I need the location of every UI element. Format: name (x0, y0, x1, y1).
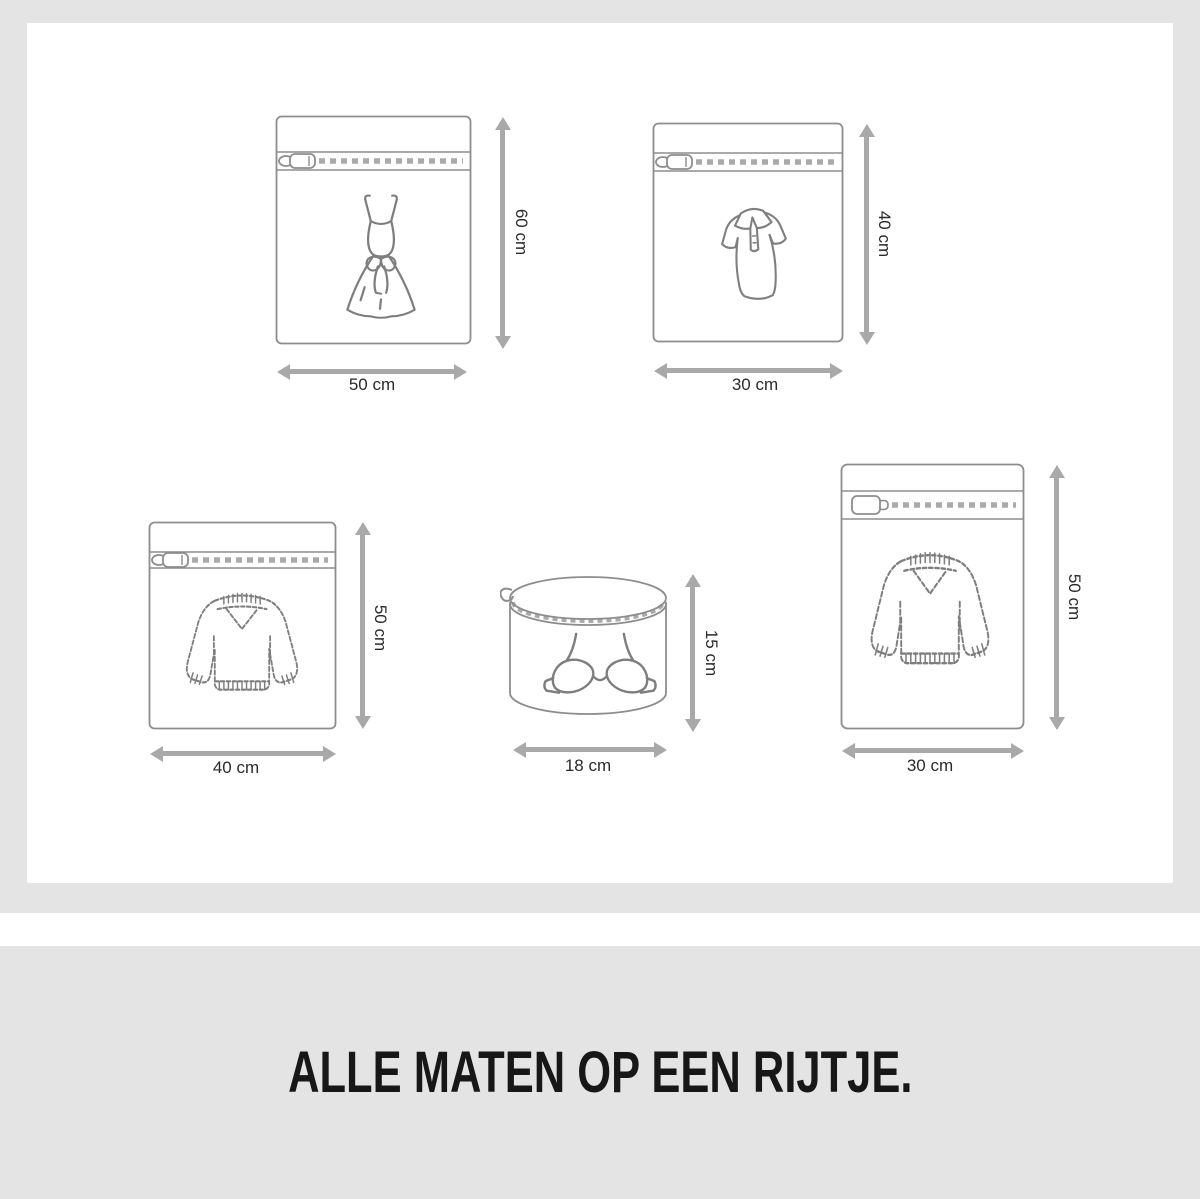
divider-strip (0, 913, 1200, 946)
width-dimension-label: 50 cm (348, 375, 396, 394)
height-dimension-label: 40 cm (875, 210, 894, 258)
height-dimension-arrow (1048, 465, 1065, 730)
height-dimension-arrow (354, 522, 371, 729)
dress-icon (330, 190, 432, 322)
bra-icon (538, 628, 662, 710)
width-dimension-label: 30 cm (906, 756, 954, 775)
height-dimension-label: 50 cm (371, 604, 390, 652)
height-dimension-label: 15 cm (702, 629, 721, 677)
sweater-icon (858, 542, 1002, 698)
width-dimension-label: 30 cm (731, 375, 779, 394)
width-dimension-label: 18 cm (564, 756, 612, 775)
height-dimension-arrow (684, 574, 701, 732)
sweater-icon (174, 584, 310, 720)
width-dimension-label: 40 cm (212, 758, 260, 777)
polo-shirt-icon (708, 198, 802, 310)
height-dimension-arrow (494, 117, 511, 349)
page-title: ALLE MATEN OP EEN RIJTJE. (287, 1040, 913, 1105)
caption-band (0, 946, 1200, 1199)
height-dimension-label: 60 cm (512, 208, 531, 256)
height-dimension-label: 50 cm (1065, 573, 1084, 621)
height-dimension-arrow (858, 124, 875, 345)
